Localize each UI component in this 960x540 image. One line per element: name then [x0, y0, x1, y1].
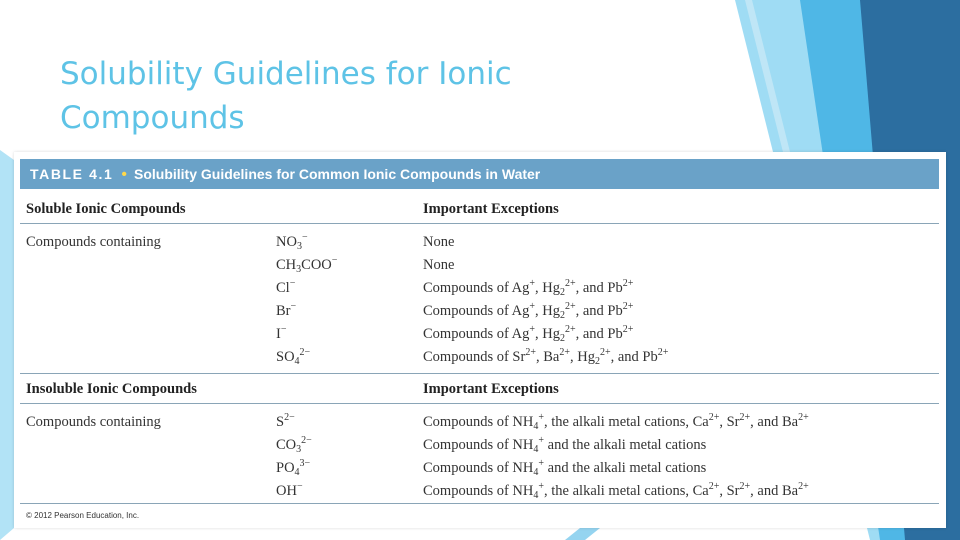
ion-charge: + — [538, 412, 545, 423]
exception-text: and the alkali metal cations — [544, 437, 707, 453]
exception-text: Compounds of NH — [423, 437, 534, 453]
ion-charge: 2+ — [559, 347, 570, 358]
ion-charge: + — [538, 435, 545, 446]
soluble-ion-row — [276, 323, 286, 346]
exception-text: None — [423, 257, 455, 273]
exception-text: , Sr — [719, 414, 740, 430]
exception-text: , and Ba — [750, 414, 799, 430]
exception-text: , Hg — [534, 280, 560, 296]
ion-subscript: 2 — [594, 356, 600, 367]
ion-subscript: 4 — [533, 421, 539, 432]
ion-charge: 2+ — [564, 278, 576, 289]
ion-charge: − — [331, 255, 338, 266]
insoluble-ion-row — [276, 480, 303, 503]
exception-text: , the alkali metal cations, Ca — [544, 483, 709, 499]
soluble-ion-row — [276, 254, 337, 277]
ion-subscript: 3 — [296, 264, 302, 275]
solubility-table — [14, 152, 946, 528]
ion-charge: − — [280, 324, 287, 335]
ion-charge: + — [538, 458, 545, 469]
ion-symbol: PO — [276, 460, 295, 476]
soluble-ion-row — [276, 346, 310, 369]
ion-charge: − — [296, 481, 303, 492]
insoluble-header: Insoluble Ionic Compounds — [26, 381, 197, 397]
insoluble-exception-row — [423, 457, 706, 480]
soluble-exception-row — [423, 254, 454, 277]
soluble-exception-row — [423, 300, 633, 323]
soluble-header: Soluble Ionic Compounds — [26, 201, 186, 217]
ion-symbol: CH — [276, 257, 297, 273]
exception-text: Compounds of Sr — [423, 349, 526, 365]
ion-charge: + — [529, 301, 535, 312]
ion-charge: 2+ — [739, 481, 751, 492]
ion-symbol: SO — [276, 349, 295, 365]
ion-symbol: NO — [276, 234, 297, 250]
insoluble-ion-row — [276, 434, 312, 457]
exception-text: Compounds of Ag — [423, 303, 530, 319]
ion-charge: 2+ — [622, 324, 634, 335]
table-bullet: • — [121, 166, 127, 183]
ion-charge: 2+ — [564, 301, 576, 312]
ion-symbol: Cl — [276, 280, 290, 296]
ion-charge: − — [289, 278, 296, 289]
copyright-note: © 2012 Pearson Education, Inc. — [26, 511, 140, 520]
table-number: TABLE 4.1 — [30, 166, 114, 182]
exception-text: , Hg — [534, 303, 560, 319]
ion-charge: 2+ — [622, 301, 634, 312]
ion-subscript: 4 — [294, 356, 300, 367]
ion-symbol: Br — [276, 303, 291, 319]
divider — [20, 223, 939, 224]
soluble-exceptions-header: Important Exceptions — [423, 201, 559, 217]
slide-title-line-1: Solubility Guidelines for Ionic — [60, 56, 512, 92]
ion-charge: 2+ — [798, 481, 809, 492]
ion-charge: + — [538, 481, 545, 492]
insoluble-ion-row — [276, 411, 295, 434]
soluble-ion-row — [276, 300, 296, 323]
soluble-exception-row — [423, 231, 454, 254]
exception-text: , the alkali metal cations, Ca — [544, 414, 709, 430]
ion-charge: 2+ — [564, 324, 576, 335]
ion-charge: 2+ — [622, 278, 634, 289]
ion-symbol: COO — [301, 257, 332, 273]
exception-text: Compounds of NH — [423, 414, 534, 430]
ion-charge: 2− — [301, 435, 312, 446]
table-caption: Solubility Guidelines for Common Ionic Compounds in Water — [133, 166, 541, 182]
ion-subscript: 4 — [533, 444, 539, 455]
ion-charge: 2+ — [599, 347, 611, 358]
ion-symbol: S — [276, 414, 285, 430]
slide-title-line-2: Compounds — [60, 100, 245, 136]
ion-symbol: OH — [276, 483, 297, 499]
insoluble-exception-row — [423, 434, 706, 457]
soluble-row-label: Compounds containing — [26, 234, 161, 250]
ion-subscript: 2 — [559, 333, 565, 344]
soluble-exception-row — [423, 277, 633, 300]
ion-symbol: I — [276, 326, 281, 342]
soluble-ion-row — [276, 277, 295, 300]
ion-charge: 2− — [284, 412, 295, 423]
exception-text: , and Pb — [575, 326, 623, 342]
ion-subscript: 3 — [296, 444, 302, 455]
ion-charge: 2+ — [739, 412, 751, 423]
exception-text: Compounds of NH — [423, 483, 534, 499]
ion-subscript: 2 — [559, 287, 565, 298]
exception-text: , and Ba — [750, 483, 799, 499]
insoluble-exceptions-header: Important Exceptions — [423, 381, 559, 397]
ion-charge: − — [301, 232, 308, 243]
ion-subscript: 4 — [294, 467, 300, 478]
ion-subscript: 4 — [533, 467, 539, 478]
soluble-ion-row — [276, 231, 308, 254]
exception-text: , and Pb — [610, 349, 658, 365]
ion-charge: 2+ — [657, 347, 669, 358]
ion-charge: 2+ — [798, 412, 809, 423]
divider — [20, 373, 939, 374]
exception-text: , and Pb — [575, 280, 623, 296]
ion-charge: − — [290, 301, 297, 312]
insoluble-row-label: Compounds containing — [26, 414, 161, 430]
table-header-bar — [20, 159, 939, 189]
insoluble-ion-row — [276, 457, 310, 480]
exception-text: Compounds of NH — [423, 460, 534, 476]
divider — [20, 503, 939, 504]
exception-text: , Sr — [719, 483, 740, 499]
ion-symbol: CO — [276, 437, 297, 453]
ion-charge: 2+ — [525, 347, 536, 358]
ion-subscript: 4 — [533, 490, 539, 501]
ion-subscript: 3 — [296, 241, 302, 252]
exception-text: and the alkali metal cations — [544, 460, 707, 476]
ion-charge: 2+ — [708, 481, 720, 492]
exception-text: , Hg — [569, 349, 595, 365]
soluble-exception-row — [423, 346, 668, 369]
exception-text: , Hg — [534, 326, 560, 342]
slide-title — [60, 52, 620, 140]
soluble-exception-row — [423, 323, 633, 346]
divider — [20, 403, 939, 404]
ion-subscript: 2 — [559, 310, 565, 321]
exception-text: , Ba — [535, 349, 560, 365]
ion-charge: 2+ — [708, 412, 720, 423]
insoluble-exception-row — [423, 480, 809, 503]
ion-charge: 2− — [299, 347, 311, 358]
exception-text: Compounds of Ag — [423, 326, 530, 342]
exception-text: None — [423, 234, 455, 250]
ion-charge: 3− — [299, 458, 311, 469]
ion-charge: + — [529, 324, 535, 335]
ion-charge: + — [529, 278, 535, 289]
insoluble-exception-row — [423, 411, 809, 434]
exception-text: , and Pb — [575, 303, 623, 319]
exception-text: Compounds of Ag — [423, 280, 530, 296]
